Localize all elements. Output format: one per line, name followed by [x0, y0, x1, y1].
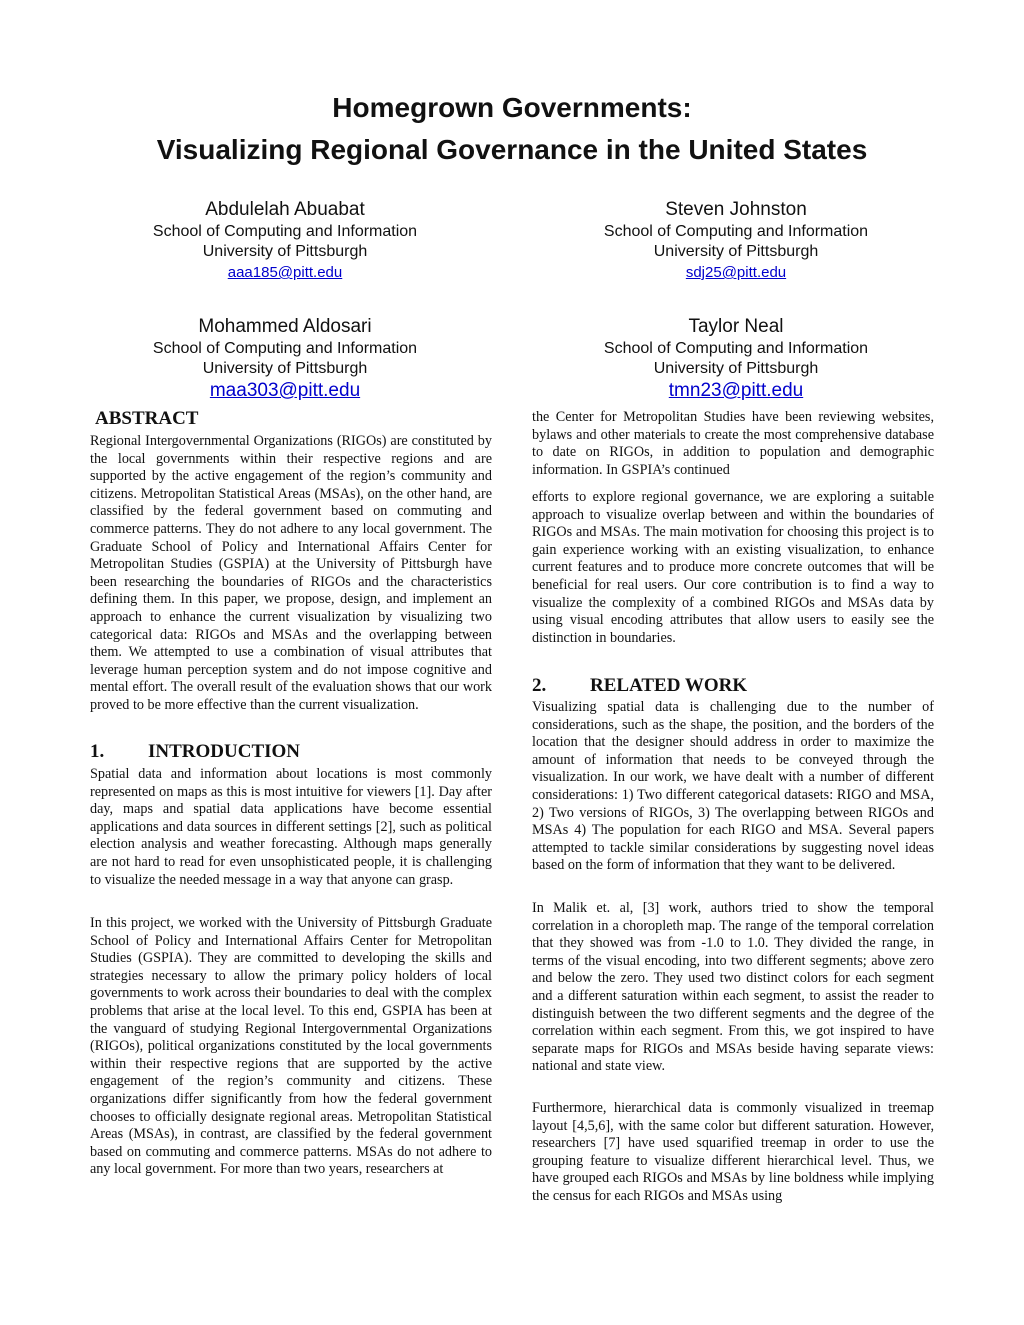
author-block-1: [95, 198, 475, 283]
author-email-link[interactable]: aaa185@pitt.edu: [227, 264, 343, 281]
author-name: Abdulelah Abuabat: [205, 199, 365, 220]
author-university: University of Pittsburgh: [653, 243, 819, 260]
related-work-heading: [532, 675, 747, 697]
author-block-3: [95, 315, 475, 403]
section-title: INTRODUCTION: [148, 741, 301, 762]
related-work-paragraph-1: Visualizing spatial data is challenging due to the number of considerations, such as the shape, the position, and the borders of the location that the designer should address in order to maximize the amount of information that needs to be conveyed through the visualization. In our work, we have dealt with a number of different considerations: 1) Two different categorical datasets: RIGO and MSA, 2) Two versions of RIGOs, 3) The overlapping between RIGOs and MSAs 4) The population for each RIGO and MSA. Several papers attempted to tackle similar considerations by suggesting novel ideas based on the form of information that they want to be delivered.: [532, 699, 934, 874]
section-number: 2.: [532, 675, 547, 696]
author-block-2: [546, 198, 926, 283]
abstract-text: Regional Intergovernmental Organizations (RIGOs) are constituted by the local governments within their respective regions and are supported by the active engagement of the region’s community and citizens. Metropolitan Statistical Areas (MSAs), on the other hand, are classified by the federal government based on commuting and commerce patterns. They do not adhere to any local government. The Graduate School of Policy and International Affairs Center for Metropolitan Studies (GSPIA) at the University of Pittsburgh have been researching the boundaries of RIGOs and the characteristics defining them. In this paper, we propose, design, and implement an approach to enhance the current visualization by visualizing two categorical data: RIGOs and MSAs and the overlapping between them. We attempted to use a combination of visual attributes that leverage human perception system and do not impose cognitive and mental effort. The overall result of the evaluation shows that our work proved to be more effective than the current visualization.: [90, 433, 492, 713]
author-name: Taylor Neal: [688, 316, 784, 337]
author-university: University of Pittsburgh: [653, 360, 819, 377]
author-name: Steven Johnston: [665, 199, 807, 220]
section-number: 1.: [90, 741, 105, 762]
introduction-paragraph-3: efforts to explore regional governance, we are exploring a suitable approach to visualize overlap between and within the boundaries of RIGOs and MSAs. The main motivation for choosing this project is to gain experience working with an existing visualization, to enhance current features and to produce more concrete outcomes that will be beneficial for real users. Our core contribution is to find a way to visualize the complexity of a combined RIGOs and MSAs data by using visual encoding attributes that allow users to easily see the distinction in boundaries.: [532, 489, 934, 646]
author-school: School of Computing and Information: [152, 340, 418, 357]
author-school: School of Computing and Information: [152, 223, 418, 240]
introduction-paragraph-2: In this project, we worked with the University of Pittsburgh Graduate School of Policy and International Affairs Center for Metropolitan Studies (GSPIA). They are committed to developing the skills and strategies necessary to allow the primary policy holders of local governments to work across their boundaries to deal with the complex problems that arise at the local level. To this end, GSPIA has been at the vanguard of studying Regional Intergovernmental Organizations (RIGOs), political organizations constituted by the local governments within their respective regions that are supported by the active engagement of the region’s community and citizens. These organizations differ significantly from how the federal government chooses to officially designate regional areas. Metropolitan Statistical Areas (MSAs), in contrast, are classified by the federal government based on commuting and commerce patterns. MSAs do not adhere to any local government. For more than two years, researchers at: [90, 915, 492, 1178]
abstract-heading: ABSTRACT: [95, 408, 199, 429]
introduction-heading: [90, 741, 300, 763]
author-school: School of Computing and Information: [603, 340, 869, 357]
author-university: University of Pittsburgh: [202, 243, 368, 260]
section-title: RELATED WORK: [590, 675, 748, 696]
author-name: Mohammed Aldosari: [198, 316, 372, 337]
introduction-paragraph-2-continued: the Center for Metropolitan Studies have been reviewing websites, bylaws and other materials to create the most comprehensive database to date on RIGOs, in addition to population and demographic information. In GSPIA’s continued: [532, 409, 934, 478]
author-email-link[interactable]: sdj25@pitt.edu: [685, 264, 787, 281]
related-work-paragraph-3: Furthermore, hierarchical data is commonly visualized in treemap layout [4,5,6], with the same color but different saturation. However, researchers [7] have used squarified treemap in order to use the grouping feature to visualize different hierarchical level. Thus, we have grouped each RIGOs and MSAs by line boldness while implying the census for each RIGOs and MSAs using: [532, 1100, 934, 1204]
author-email-link[interactable]: tmn23@pitt.edu: [668, 380, 804, 401]
paper-title-line-2: Visualizing Regional Governance in the United States: [156, 134, 868, 165]
author-block-4: [546, 315, 926, 403]
author-email-link[interactable]: maa303@pitt.edu: [209, 380, 361, 401]
introduction-paragraph-1: Spatial data and information about locations is most commonly represented on maps as this is most intuitive for viewers [1]. Day after day, maps and spatial data applications have become essential applications and data sources in different settings [2], such as political election analysis and weather forecasting. Although maps generally are not hard to read for even unsophisticated people, it is challenging to visualize the needed message in a way that anyone can grasp.: [90, 766, 492, 888]
related-work-paragraph-2: In Malik et. al, [3] work, authors tried to show the temporal correlation in a choropleth map. The range of the temporal correlation that they showed was from -1.0 to 1.0. They divided the range, in terms of the visual encoding, into two different segments; above zero and below the zero. They used two distinct colors for each segment and a different saturation within each segment, to assist the reader to distinguish between the two different segments and the degree of the correlation within each segment. From this, we got inspired to have separate maps for RIGOs and MSAs beside having separate views: national and state view.: [532, 900, 934, 1075]
paper-title-line-1: Homegrown Governments:: [332, 92, 692, 123]
author-school: School of Computing and Information: [603, 223, 869, 240]
author-university: University of Pittsburgh: [202, 360, 368, 377]
